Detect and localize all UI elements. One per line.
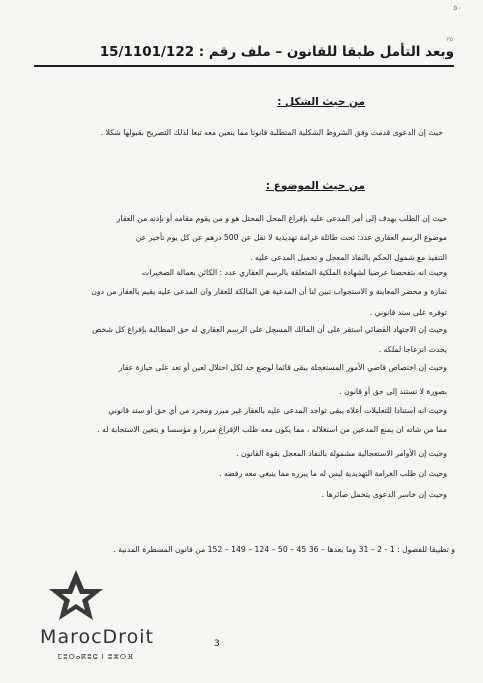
paragraph-line: يحدث انزعاجا لملكه . [378, 345, 447, 354]
paragraph-line: وحيث إن خاسر الدعوى يتحمل صائرها . [321, 490, 447, 499]
paragraph-line: تمارة و محضر المعاينة و الاستجواب تبين لنا أن المدعية هي المالكة للعقار وان المدعى عليه يقيم بالعقار من دون [91, 287, 447, 296]
paragraph-line: توفره على سند قانوني . [369, 308, 447, 317]
page-number: 3 [214, 639, 220, 649]
paragraph-line: مما من شانه ان يمنع المدعين من استغلاله ، مما يكون معه طلب الإفراغ مبررا و مؤسسا و يتعين الاستجابة له . [97, 425, 447, 434]
document-title: وبعد التأمل طبقا للقانون – ملف رقم : 15/1101/122 [99, 44, 454, 60]
paragraph-line: وحيث إن اختصاص قاضي الأمور المستعجلة يبقى قائما لوضع حد لكل احتلال لعين أو تعد على حيازة عقار [118, 363, 447, 372]
paragraph-line: وحيث ان طلب الغرامة التهديدية ليس له ما يبرره مما ينبغي معه رفضه . [219, 469, 447, 478]
page-corner-number: ٥٠ [453, 4, 461, 12]
paragraph-line: بصورة لا تستند إلى حق أو قانون . [339, 387, 447, 396]
substance-heading: من حيث الموضوع : [265, 180, 365, 192]
paragraph-line: وحيث انه استنادا للتعليلات أعلاه يبقى تواجد المدعى عليه بالعقار غير مبرر ومجرد من أي حق أو سند قانوني [108, 406, 447, 415]
logo-tagline: ⵎⵓⵔⴰⴽⵓⵛ ⵏ ⵓⵣⵔⴼ [57, 653, 135, 661]
form-heading: من حيث الشكل : [277, 96, 365, 108]
page-corner-number-2: ٣٥ [446, 36, 453, 43]
application-articles: و تطبيقا للفصول : 1 - 2 – 31 وما بعدها – 36 45 – 50 – 124 – 149 – 152 من قانون المسطرة المدنية . [113, 545, 455, 554]
form-paragraph: حيث إن الدعوى قدمت وفق الشروط الشكلية المتطلبة قانونا مما يتعين معه تبعا لذلك التصريح بقبولها شكلا . [100, 128, 443, 137]
paragraph-line: وحيث إن الأوامر الاستعجالية مشمولة بالنفاذ المعجل بقوة القانون . [236, 449, 447, 458]
paragraph-line: وحيث انه بتفحصنا عرضيا لشهادة الملكية المتعلقة بالرسم العقاري عدد : الكائن بعمالة الصخيرات [142, 268, 447, 277]
logo-name: MarocDroit [40, 626, 154, 648]
paragraph-line: التنفيذ مع شمول الحكم بالنفاذ المعجل و تحميل المدعى عليه . [250, 253, 447, 262]
paragraph-line: موضوع الرسم العقاري عدد: تحت طائلة غرامة تهديدية لا تقل عن 500 درهم عن كل يوم تأخير عن [135, 233, 447, 242]
paragraph-line: وحيث إن الاجتهاد القضائي استقر على أن المالك المسجل على الرسم العقاري له حق المطالبة بإفراغ كل شخص [92, 325, 447, 334]
title-underline [34, 65, 454, 67]
paragraph-line: حيث إن الطلب يهدف إلى أمر المدعى عليه بإفراغ المحل المحتل هو و من يقوم مقامه أو بإذنه من العقار [116, 214, 447, 223]
